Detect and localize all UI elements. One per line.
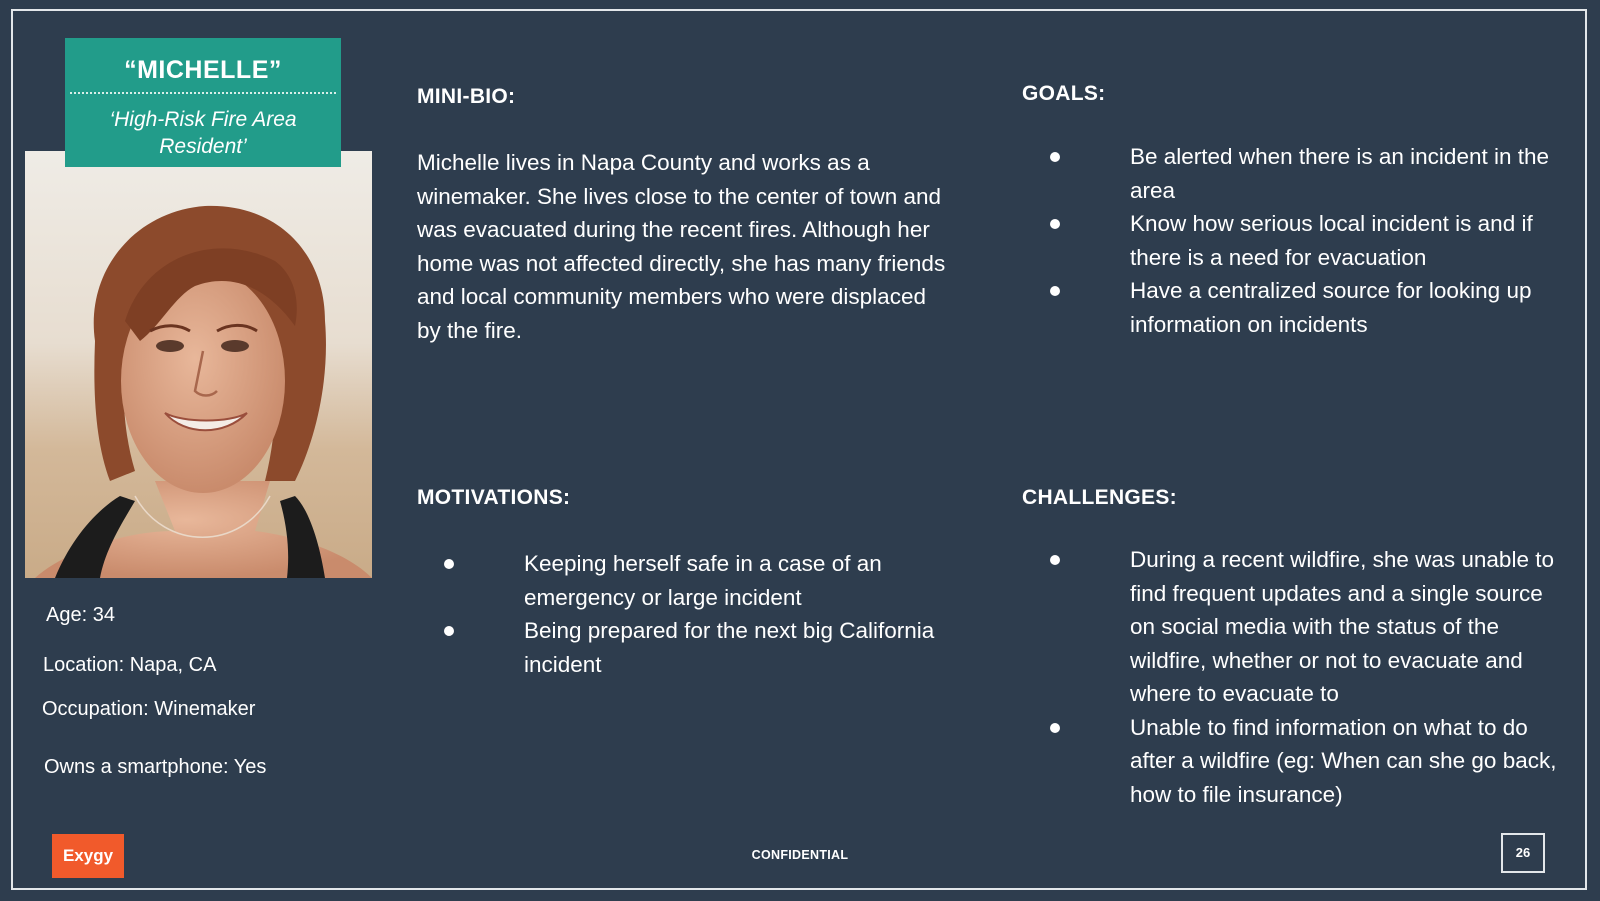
list-item: Being prepared for the next big California incident (444, 614, 964, 681)
bullet-icon (444, 559, 454, 569)
exygy-logo: Exygy (52, 834, 124, 878)
persona-role: ‘High-Risk Fire Area Resident’ (109, 108, 297, 158)
page-number: 26 (1501, 833, 1545, 873)
bullet-icon (1050, 152, 1060, 162)
list-item: During a recent wildfire, she was unable to find frequent updates and a single source on social media with the status of the wildfire, whether or not to evacuate and where to evacuate to (1050, 543, 1570, 711)
bullet-icon (1050, 555, 1060, 565)
challenges-list (1050, 543, 1570, 811)
mini-bio-text: Michelle lives in Napa County and works as a winemaker. She lives close to the center of town and was evacuated during the recent fires. Although her home was not affected directly, she has many friends and local community members who were displaced by the fire. (417, 150, 946, 343)
persona-location: Location: Napa, CA (43, 654, 217, 676)
persona-photo (25, 151, 372, 578)
bullet-icon (1050, 286, 1060, 296)
persona-occupation: Occupation: Winemaker (42, 698, 256, 720)
persona-name: “MICHELLE” (124, 56, 282, 84)
motivations-heading: MOTIVATIONS: (417, 486, 571, 509)
mini-bio-heading: MINI-BIO: (417, 85, 516, 108)
persona-age: Age: 34 (46, 604, 115, 626)
motivations-list (444, 547, 964, 681)
list-item: Know how serious local incident is and if there is a need for evacuation (1050, 207, 1560, 274)
list-item: Keeping herself safe in a case of an emergency or large incident (444, 547, 964, 614)
list-item: Be alerted when there is an incident in the area (1050, 140, 1560, 207)
dotted-divider (70, 92, 336, 94)
list-item: Have a centralized source for looking up information on incidents (1050, 274, 1560, 341)
goals-heading: GOALS: (1022, 82, 1106, 105)
challenges-heading: CHALLENGES: (1022, 486, 1177, 509)
bullet-icon (1050, 723, 1060, 733)
goals-list (1050, 140, 1560, 341)
bullet-icon (444, 626, 454, 636)
persona-smartphone: Owns a smartphone: Yes (44, 756, 267, 778)
bullet-icon (1050, 219, 1060, 229)
persona-name-card (65, 38, 341, 167)
list-item: Unable to find information on what to do after a wildfire (eg: When can she go back, how to file insurance) (1050, 711, 1570, 812)
confidential-label: CONFIDENTIAL (751, 848, 849, 862)
